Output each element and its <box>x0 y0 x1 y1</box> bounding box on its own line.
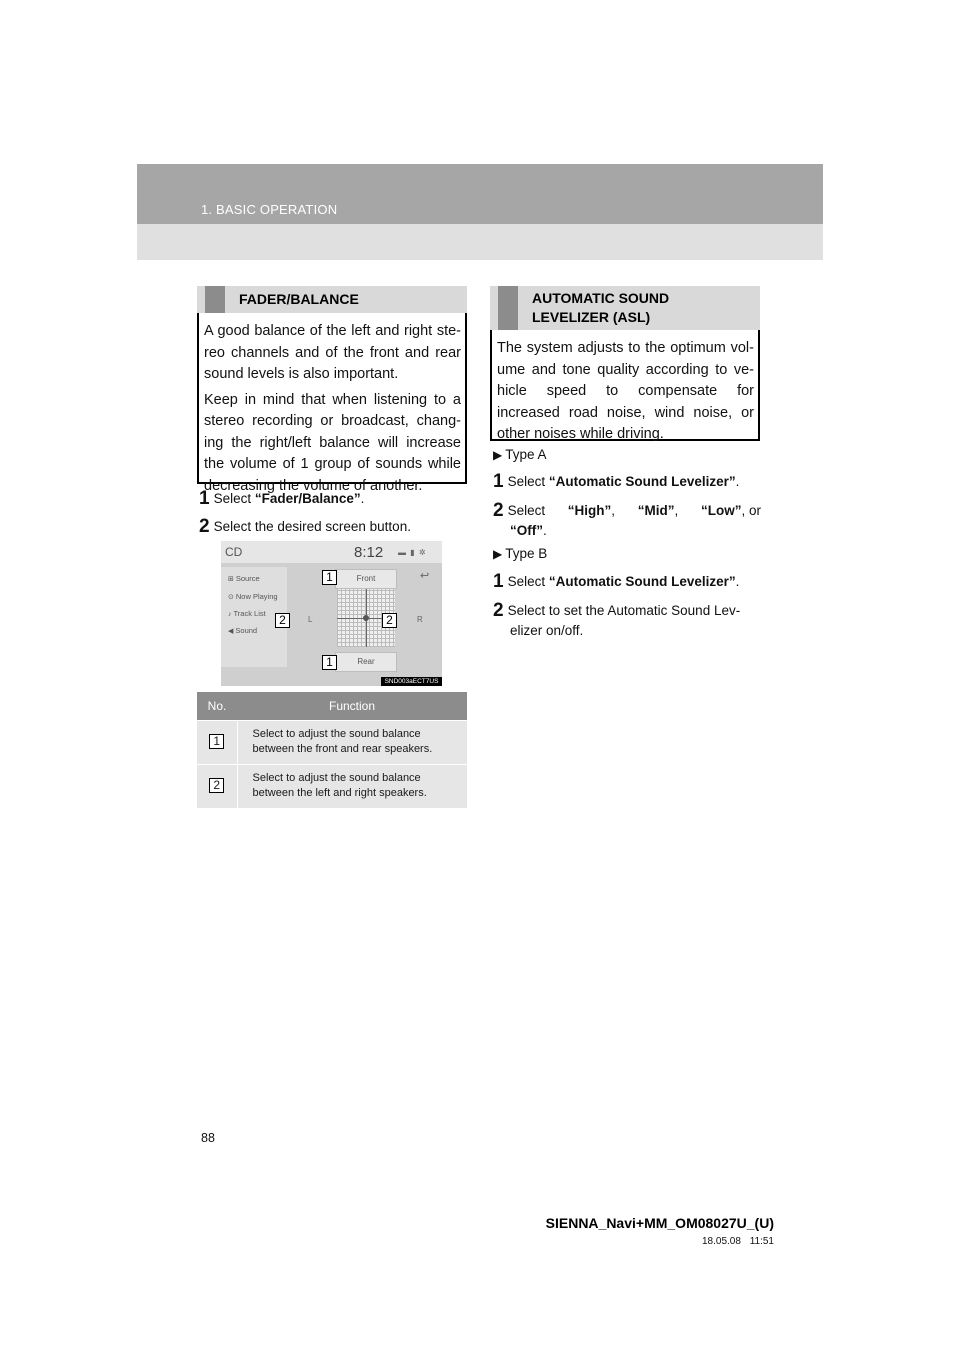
source-icon: ⊞ <box>228 576 234 583</box>
step-continuation: elizer on/off. <box>510 623 584 638</box>
play-icon: ⊙ <box>228 594 234 601</box>
table-cell-function: Select to adjust the sound balance between the front and rear speakers. <box>237 720 467 764</box>
paragraph: Keep in mind that when listening to a stereo recording or broadcast, chang-ing the right/left balance will increase the volume of 1 group of sounds while decreasing the volume of another. <box>204 391 461 494</box>
step-text: Select to set the Automatic Sound Lev- <box>507 603 741 618</box>
asl-box <box>490 330 760 441</box>
left-button: L <box>308 615 313 624</box>
callout-front: 1 <box>322 570 337 585</box>
step-continuation: “Off”. <box>510 523 547 538</box>
step-text: . <box>735 574 740 589</box>
step-number: 2 <box>493 500 504 521</box>
menu-item-sound: ◀ Sound <box>228 626 258 635</box>
step-number: 1 <box>493 571 504 592</box>
print-date: 18.05.08 11:51 <box>702 1236 774 1247</box>
right-button: R <box>417 615 423 624</box>
list-icon: ♪ <box>228 611 232 618</box>
column-header-no: No. <box>197 692 237 720</box>
step-number: 2 <box>199 516 210 537</box>
step-text: Select <box>213 491 255 506</box>
type-a-step-2 <box>493 501 761 541</box>
step-text: Select <box>507 574 549 589</box>
fader-balance-box <box>197 313 467 494</box>
step-option: “Automatic Sound Levelizer” <box>548 574 736 589</box>
step-2 <box>199 517 411 537</box>
page-number: 88 <box>201 1131 215 1145</box>
table-row <box>197 764 467 808</box>
step-number: 1 <box>199 488 210 509</box>
balance-position-marker <box>363 615 369 621</box>
callout-left: 2 <box>275 613 290 628</box>
step-text: . <box>735 474 740 489</box>
section-title: 1. BASIC OPERATION <box>201 202 338 217</box>
triangle-right-icon: ▶ <box>493 448 503 462</box>
document-code: SIENNA_Navi+MM_OM08027U_(U) <box>545 1215 774 1231</box>
table-header-row <box>197 692 467 720</box>
table-row <box>197 720 467 764</box>
heading-tab <box>205 286 225 313</box>
rear-button: Rear <box>335 652 397 672</box>
step-number: 2 <box>493 600 504 621</box>
step-1 <box>199 489 364 509</box>
step-number: 1 <box>493 471 504 492</box>
fader-balance-heading <box>197 286 467 313</box>
function-table <box>197 692 467 808</box>
step-text: . <box>360 491 365 506</box>
status-icons: ▬ ▮ ✲ <box>398 548 427 557</box>
triangle-right-icon: ▶ <box>493 547 503 561</box>
heading-tab <box>498 286 518 330</box>
menu-item-now-playing: ⊙ Now Playing <box>228 592 278 601</box>
heading-label: FADER/BALANCE <box>239 291 359 307</box>
screen-clock: 8:12 <box>354 544 384 561</box>
screen-title: CD <box>225 545 243 559</box>
table-cell-no <box>197 764 237 808</box>
type-a-label: ▶ Type A <box>493 447 547 462</box>
type-b-step-1 <box>493 572 739 592</box>
back-icon: ↩ <box>420 570 430 582</box>
step-option: “Automatic Sound Levelizer” <box>548 474 736 489</box>
step-text: Select <box>507 474 549 489</box>
callout-rear: 1 <box>322 655 337 670</box>
step-option: “Fader/Balance” <box>254 491 361 506</box>
asl-heading <box>490 286 760 330</box>
type-a-step-1 <box>493 472 739 492</box>
number-square: 2 <box>209 778 224 793</box>
speaker-icon: ◀ <box>228 628 234 635</box>
type-b-label: ▶ Type B <box>493 546 548 561</box>
paragraph: The system adjusts to the optimum vol-ume and tone quality according to ve-hicle speed to compensate for increased road noise, wind noise, or other noises while driving. <box>497 340 754 442</box>
table-cell-no <box>197 720 237 764</box>
step-line: 2 Select “High”, “Mid”, “Low”, or <box>493 500 761 521</box>
heading-label: AUTOMATIC SOUND LEVELIZER (ASL) <box>532 290 670 325</box>
menu-item-track-list: ♪ Track List <box>228 609 266 618</box>
header-subband <box>137 224 823 260</box>
image-code: SND003aECT7US <box>381 677 442 686</box>
step-text: Select the desired screen button. <box>213 519 411 534</box>
paragraph: A good balance of the left and right ste-reo channels and of the front and rear sound levels is also important. <box>204 323 461 382</box>
table-cell-function: Select to adjust the sound balance between the left and right speakers. <box>237 764 467 808</box>
number-square: 1 <box>209 734 224 749</box>
menu-item-source: ⊞ Source <box>228 574 260 583</box>
front-button: Front <box>335 569 397 589</box>
column-header-function: Function <box>237 692 467 720</box>
callout-right: 2 <box>382 613 397 628</box>
type-b-step-2 <box>493 601 761 641</box>
